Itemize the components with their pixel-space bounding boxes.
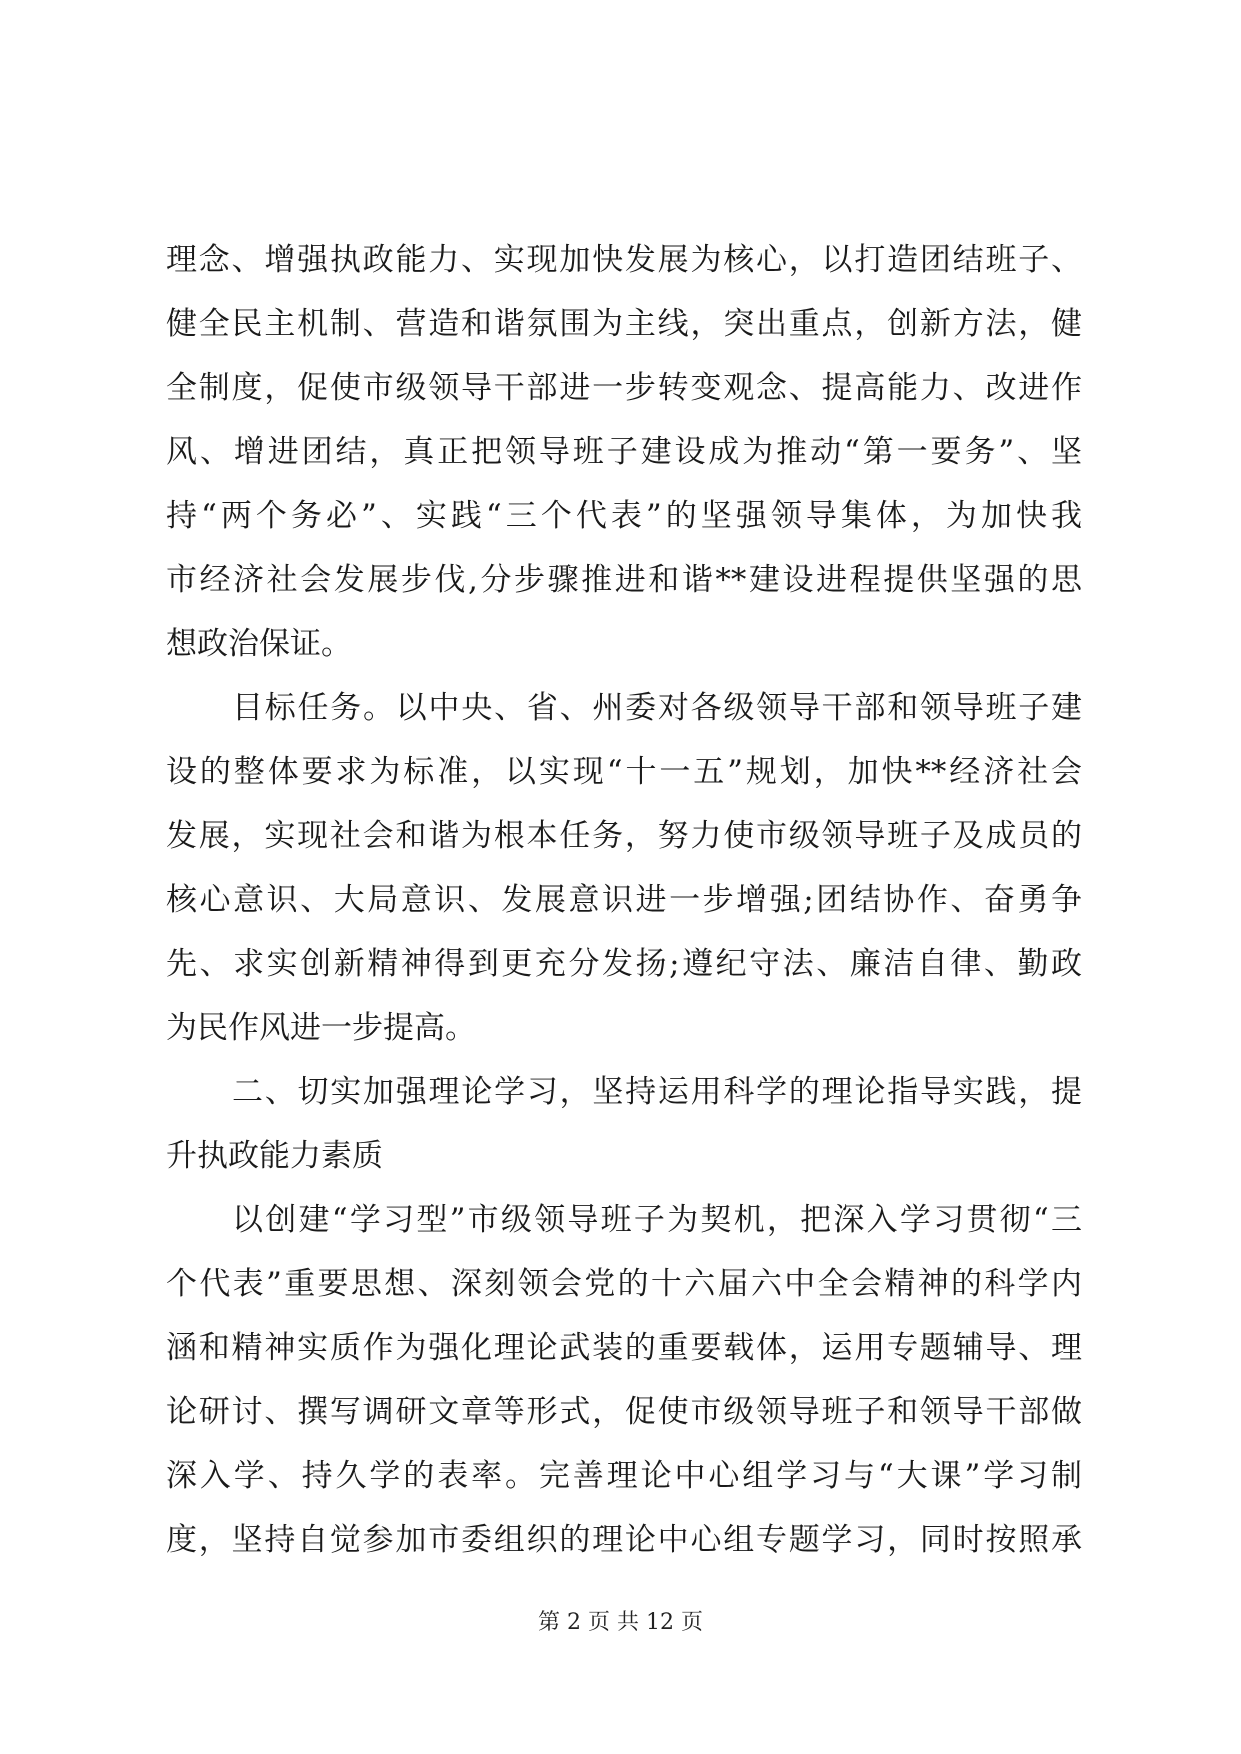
paragraph-line: 市经济社会发展步伐,分步骤推进和谐**建设进程提供坚强的思 xyxy=(166,562,1082,598)
section-heading-line: 二、切实加强理论学习，坚持运用科学的理论指导实践，提 xyxy=(232,1074,1082,1110)
document-body xyxy=(166,228,1082,1572)
paragraph-line: 持“两个务必”、实践“三个代表”的坚强领导集体，为加快我 xyxy=(166,498,1082,534)
paragraph-line: 为民作风进一步提高。 xyxy=(166,1010,476,1046)
paragraph-line: 论研讨、撰写调研文章等形式，促使市级领导班子和领导干部做 xyxy=(166,1394,1082,1430)
paragraph-line: 健全民主机制、营造和谐氛围为主线，突出重点，创新方法，健 xyxy=(166,306,1082,342)
paragraph-line: 设的整体要求为标准，以实现“十一五”规划，加快**经济社会 xyxy=(166,754,1082,790)
paragraph-line: 全制度，促使市级领导干部进一步转变观念、提高能力、改进作 xyxy=(166,370,1082,406)
paragraph-line: 个代表”重要思想、深刻领会党的十六届六中全会精神的科学内 xyxy=(166,1266,1082,1302)
paragraph-line: 涵和精神实质作为强化理论武装的重要载体，运用专题辅导、理 xyxy=(166,1330,1082,1366)
page-number-footer: 第 2 页 共 12 页 xyxy=(538,1610,703,1635)
section-heading-line: 升执政能力素质 xyxy=(166,1138,383,1174)
paragraph-line: 深入学、持久学的表率。完善理论中心组学习与“大课”学习制 xyxy=(166,1458,1082,1494)
paragraph-line: 目标任务。以中央、省、州委对各级领导干部和领导班子建 xyxy=(232,690,1082,726)
paragraph-line: 发展，实现社会和谐为根本任务，努力使市级领导班子及成员的 xyxy=(166,818,1082,854)
paragraph-line: 理念、增强执政能力、实现加快发展为核心，以打造团结班子、 xyxy=(166,242,1082,278)
paragraph-line: 想政治保证。 xyxy=(166,626,352,662)
paragraph-line: 以创建“学习型”市级领导班子为契机，把深入学习贯彻“三 xyxy=(232,1202,1082,1238)
paragraph-line: 先、求实创新精神得到更充分发扬;遵纪守法、廉洁自律、勤政 xyxy=(166,946,1082,982)
paragraph-line: 度，坚持自觉参加市委组织的理论中心组专题学习，同时按照承 xyxy=(166,1522,1082,1558)
paragraph-line: 风、增进团结，真正把领导班子建设成为推动“第一要务”、坚 xyxy=(166,434,1082,470)
paragraph-line: 核心意识、大局意识、发展意识进一步增强;团结协作、奋勇争 xyxy=(166,882,1082,918)
